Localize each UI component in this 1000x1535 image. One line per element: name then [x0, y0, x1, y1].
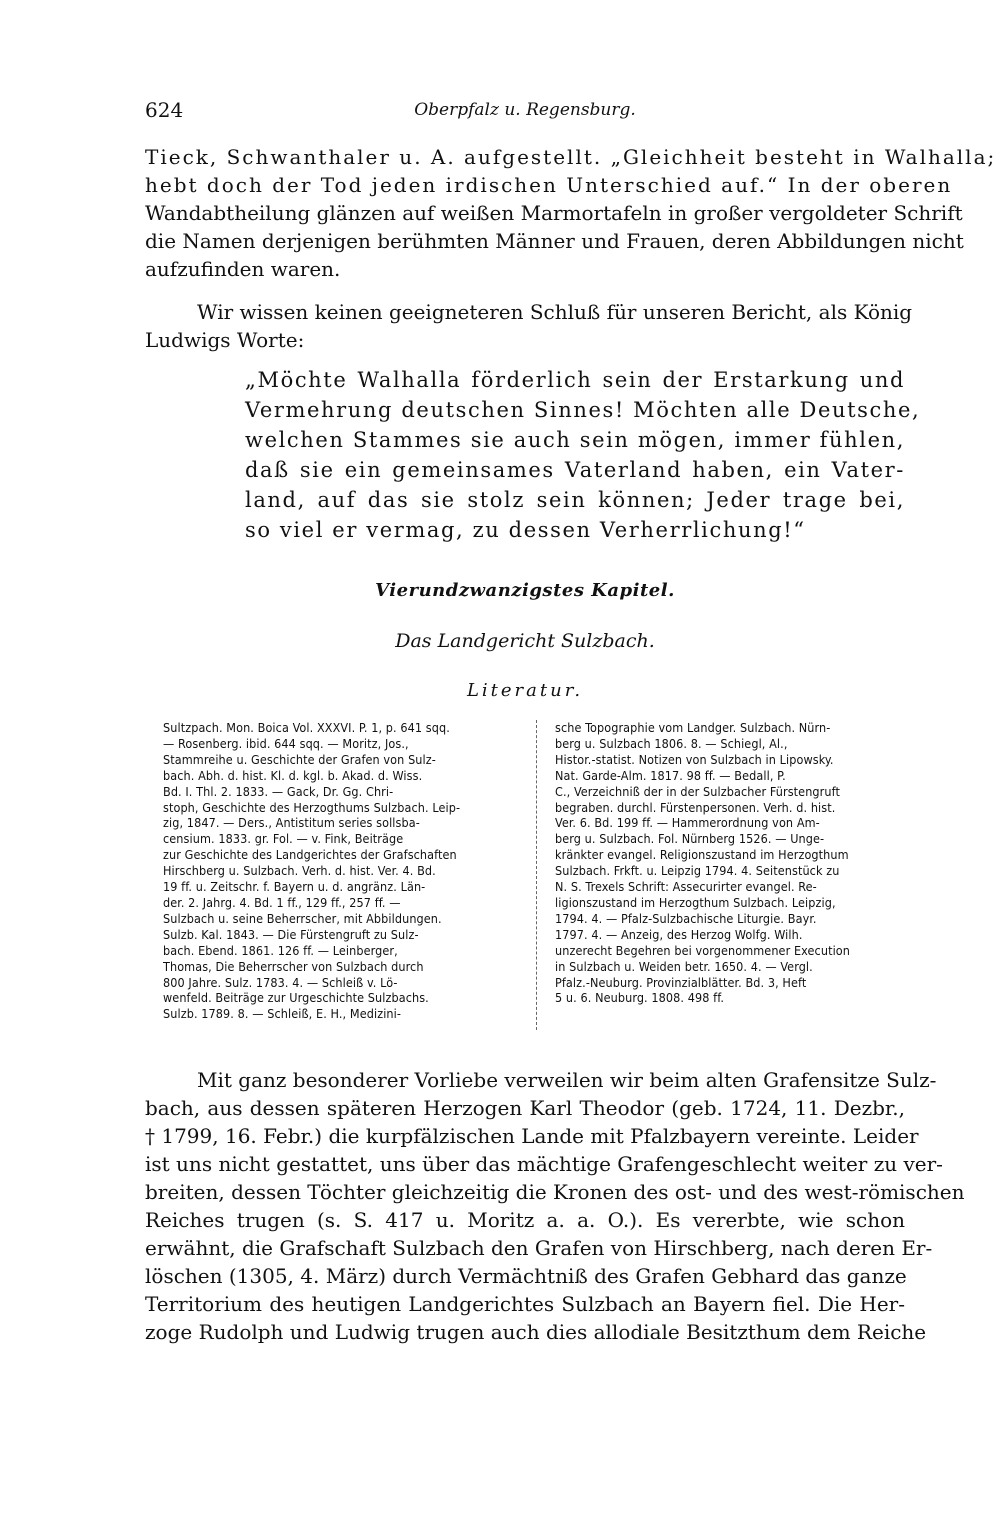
literature-column-left [163, 720, 508, 1022]
literature-heading: Literatur. [466, 680, 584, 701]
quote-line: daß sie ein gemeinsames Vaterland haben, ein Vater- [245, 458, 905, 482]
literature-line: Ver. 6. Bd. 199 ff. — Hammerordnung von Am- [555, 815, 820, 831]
literature-line: 1797. 4. — Anzeig, des Herzog Wolfg. Wilh. [555, 926, 803, 942]
text-line: löschen (1305, 4. März) durch Vermächtniß des Grafen Gebhard das ganze [145, 1264, 907, 1288]
subject-heading: Das Landgericht Sulzbach. [395, 630, 655, 652]
text-line: ist uns nicht gestattet, uns über das mächtige Grafengeschlecht weiter zu ver- [145, 1152, 943, 1176]
text-line: hebt doch der Tod jeden irdischen Unterschied auf.“ In der oberen [145, 173, 953, 197]
literature-column-right [555, 720, 900, 1006]
text-line: Wir wissen keinen geeigneteren Schluß für unseren Bericht, als König [197, 300, 913, 324]
literature-line: Nat. Garde-Alm. 1817. 98 ff. — Bedall, P. [555, 767, 786, 783]
text-line: Territorium des heutigen Landgerichtes Sulzbach an Bayern fiel. Die Her- [145, 1292, 905, 1316]
opening-paragraph [145, 143, 997, 283]
literature-line: zur Geschichte des Landgerichtes der Grafschaften [163, 847, 457, 863]
literature-line: C., Verzeichniß der in der Sulzbacher Fürstengruft [555, 783, 840, 799]
literature-line: sche Topographie vom Landger. Sulzbach. Nürn- [555, 720, 831, 735]
literature-line: 5 u. 6. Neuburg. 1808. 498 ff. [555, 990, 725, 1006]
literature-line: Histor.-statist. Notizen von Sulzbach in Lipowsky. [555, 751, 834, 767]
literature-line: Stammreihe u. Geschichte der Grafen von Sulz- [163, 751, 436, 767]
text-line: † 1799, 16. Febr.) die kurpfälzischen Lande mit Pfalzbayern vereinte. Leider [145, 1124, 919, 1148]
text-line: Wandabtheilung glänzen auf weißen Marmortafeln in großer vergoldeter Schrift [145, 201, 963, 225]
literature-line: Sulzb. 1789. 8. — Schleiß, E. H., Medizini- [163, 1006, 402, 1022]
literature-line: 800 Jahre. Sulz. 1783. 4. — Schleiß v. Lö- [163, 974, 398, 990]
literature-line: Sulzb. Kal. 1843. — Die Fürstengruft zu Sulz- [163, 926, 419, 942]
literature-line: zig, 1847. — Ders., Antistitum series sollsba- [163, 815, 420, 831]
column-divider [536, 720, 537, 1030]
closing-paragraph [145, 1066, 965, 1346]
literature-line: Hirschberg u. Sulzbach. Verh. d. hist. Ver. 4. Bd. [163, 863, 436, 879]
quote-line: „Möchte Walhalla förderlich sein der Erstarkung und [245, 368, 905, 392]
text-line: Mit ganz besonderer Vorliebe verweilen wir beim alten Grafensitze Sulz- [197, 1068, 937, 1092]
literature-line: Sulzbach. Frkft. u. Leipzig 1794. 4. Seitenstück zu [555, 863, 840, 879]
page-header [145, 98, 905, 128]
literature-line: Sultzpach. Mon. Boica Vol. XXXVI. P. 1, p. 641 sqq. [163, 720, 450, 735]
literature-line: berg u. Sulzbach 1806. 8. — Schiegl, Al., [555, 735, 788, 751]
text-line: die Namen derjenigen berühmten Männer und Frauen, deren Abbildungen nicht [145, 229, 964, 253]
ludwig-quote [245, 365, 921, 545]
literature-line: 1794. 4. — Pfalz-Sulzbachische Liturgie. Bayr. [555, 910, 817, 926]
literature-line: kränkter evangel. Religionszustand im Herzogthum [555, 847, 849, 863]
text-line: erwähnt, die Grafschaft Sulzbach den Grafen von Hirschberg, nach deren Er- [145, 1236, 933, 1260]
literature-line: stoph, Geschichte des Herzogthums Sulzbach. Leip- [163, 799, 461, 815]
intro-paragraph [145, 298, 913, 354]
quote-line: Vermehrung deutschen Sinnes! Möchten alle Deutsche, [245, 398, 921, 422]
literature-line: bach. Ebend. 1861. 126 ff. — Leinberger, [163, 942, 398, 958]
literature-line: wenfeld. Beiträge zur Urgeschichte Sulzbachs. [163, 990, 429, 1006]
text-line: aufzufinden waren. [145, 257, 341, 281]
literature-line: Thomas, Die Beherrscher von Sulzbach durch [163, 958, 424, 974]
literature-line: in Sulzbach u. Weiden betr. 1650. 4. — Vergl. [555, 958, 813, 974]
chapter-heading: Vierundzwanzigstes Kapitel. [375, 580, 675, 601]
text-line: Reiches trugen (s. S. 417 u. Moritz a. a. O.). Es vererbte, wie schon [145, 1208, 905, 1232]
page-number: 624 [145, 98, 184, 122]
text-line: Ludwigs Worte: [145, 328, 305, 352]
literature-line: Sulzbach u. seine Beherrscher, mit Abbildungen. [163, 910, 442, 926]
text-line: Tieck, Schwanthaler u. A. aufgestellt. „Gleichheit besteht in Walhalla; [145, 145, 997, 169]
literature-line: 19 ff. u. Zeitschr. f. Bayern u. d. angränz. Län- [163, 879, 426, 895]
literature-line: unzerecht Begehren bei vorgenommener Execution [555, 942, 851, 958]
text-line: zoge Rudolph und Ludwig trugen auch dies allodiale Besitzthum dem Reiche [145, 1320, 927, 1344]
literature-line: ligionszustand im Herzogthum Sulzbach. Leipzig, [555, 894, 836, 910]
literature-line: Pfalz.-Neuburg. Provinzialblätter. Bd. 3, Heft [555, 974, 807, 990]
quote-line: welchen Stammes sie auch sein mögen, immer fühlen, [245, 428, 905, 452]
quote-line: land, auf das sie stolz sein können; Jeder trage bei, [245, 488, 905, 512]
literature-line: N. S. Trexels Schrift: Assecurirter evangel. Re- [555, 879, 817, 895]
quote-line: so viel er vermag, zu dessen Verherrlichung!“ [245, 518, 806, 542]
literature-line: berg u. Sulzbach. Fol. Nürnberg 1526. — Unge- [555, 831, 825, 847]
literature-line: bach. Abh. d. hist. Kl. d. kgl. b. Akad. d. Wiss. [163, 767, 423, 783]
running-head: Oberpfalz u. Regensburg. [414, 100, 636, 120]
literature-line: censium. 1833. gr. Fol. — v. Fink, Beiträge [163, 831, 404, 847]
text-line: bach, aus dessen späteren Herzogen Karl Theodor (geb. 1724, 11. Dezbr., [145, 1096, 905, 1120]
literature-line: — Rosenberg. ibid. 644 sqq. — Moritz, Jos., [163, 735, 409, 751]
literature-line: Bd. I. Thl. 2. 1833. — Gack, Dr. Gg. Chri- [163, 783, 394, 799]
literature-line: begraben. durchl. Fürstenpersonen. Verh. d. hist. [555, 799, 836, 815]
literature-line: der. 2. Jahrg. 4. Bd. 1 ff., 129 ff., 257 ff. — [163, 894, 401, 910]
text-line: breiten, dessen Töchter gleichzeitig die Kronen des ost- und des west-römischen [145, 1180, 965, 1204]
